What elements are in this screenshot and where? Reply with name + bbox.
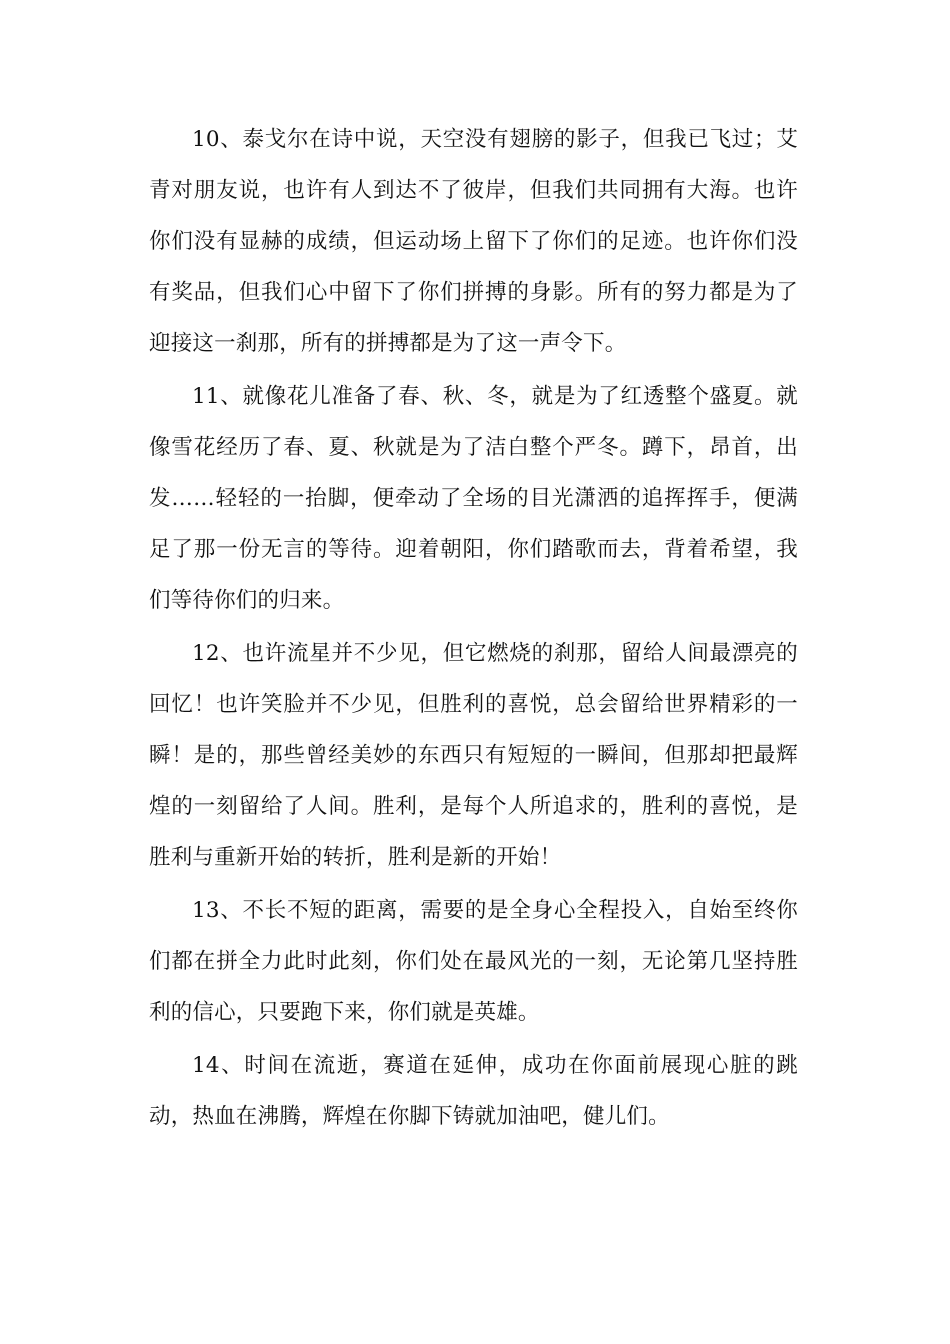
document-body bbox=[149, 114, 798, 1144]
paragraph-13: 13、不长不短的距离，需要的是全身心全程投入，自始至终你们都在拼全力此时此刻，你们处在最风光的一刻，无论第几坚持胜利的信心，只要跑下来，你们就是英雄。 bbox=[149, 898, 798, 1025]
paragraph-12: 12、也许流星并不少见，但它燃烧的刹那，留给人间最漂亮的回忆！也许笑脸并不少见，但胜利的喜悦，总会留给世界精彩的一瞬！是的，那些曾经美妙的东西只有短短的一瞬间，但那却把最辉煌的一刻留给了人间。胜利，是每个人所追求的，胜利的喜悦，是胜利与重新开始的转折，胜利是新的开始！ bbox=[149, 641, 798, 870]
paragraph-10: 10、泰戈尔在诗中说，天空没有翅膀的影子，但我已飞过；艾青对朋友说，也许有人到达不了彼岸，但我们共同拥有大海。也许你们没有显赫的成绩，但运动场上留下了你们的足迹。也许你们没有奖品，但我们心中留下了你们拼搏的身影。所有的努力都是为了迎接这一刹那，所有的拼搏都是为了这一声令下。 bbox=[149, 127, 798, 356]
paragraph-11: 11、就像花儿准备了春、秋、冬，就是为了红透整个盛夏。就像雪花经历了春、夏、秋就是为了洁白整个严冬。蹲下，昂首，出发……轻轻的一抬脚，便牵动了全场的目光潇洒的追挥挥手，便满足了那一份无言的等待。迎着朝阳，你们踏歌而去，背着希望，我们等待你们的归来。 bbox=[149, 384, 798, 613]
paragraph-14: 14、时间在流逝，赛道在延伸，成功在你面前展现心脏的跳动，热血在沸腾，辉煌在你脚下铸就加油吧，健儿们。 bbox=[149, 1053, 798, 1129]
